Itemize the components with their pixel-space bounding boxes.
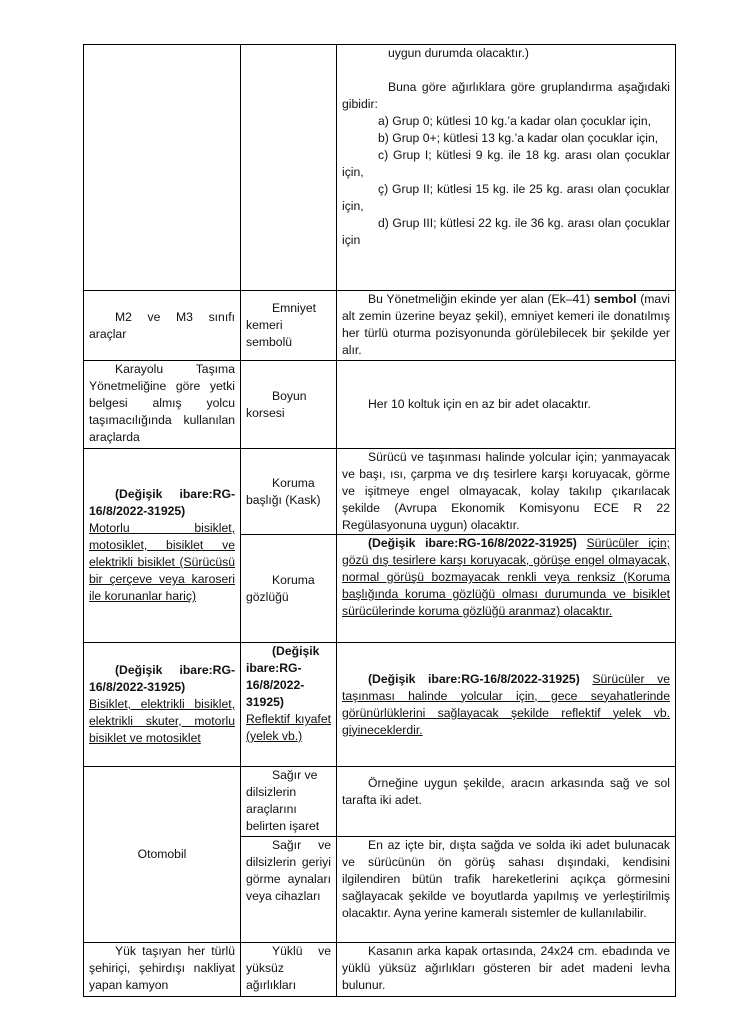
equipment-label: Koruma başlığı (Kask) bbox=[246, 475, 321, 507]
equipment-cell bbox=[241, 449, 337, 535]
list-item: a) Grup 0; kütlesi 10 kg.’a kadar olan çocuklar için, bbox=[378, 114, 651, 128]
vehicle-cell bbox=[84, 45, 241, 291]
amendment-note: (Değişik ibare:RG-16/8/2022-31925) bbox=[368, 536, 577, 550]
description-bold: sembol bbox=[593, 292, 637, 306]
continuation-text: uygun durumda olacaktır.) bbox=[388, 46, 529, 60]
equipment-label: Yüklü ve yüksüz ağırlıkları bbox=[246, 944, 331, 992]
list-item: d) Grup III; kütlesi 22 kg. ile 36 kg. arası olan çocuklar için bbox=[342, 216, 670, 247]
description-text: Her 10 koltuk için en az bir adet olacaktır. bbox=[368, 397, 591, 411]
vehicle-cell bbox=[84, 361, 241, 449]
list-item: ç) Grup II; kütlesi 15 kg. ile 25 kg. arası olan çocuklar için, bbox=[342, 182, 670, 213]
description-cell bbox=[337, 767, 676, 837]
description-text: En az içte bir, dışta sağda ve solda iki adet bulunacak ve sürücünün ön görüş sahası dışındaki, kendisini ilgilendiren bütün trafik hareketlerini açıkça görmesini sağlayacak şekilde ve boyutlarda yapılmış ve yerleştirilmiş olacaktır. Ayna yerine kameralı sistemler de kullanılabilir. bbox=[342, 838, 670, 920]
description-text bbox=[342, 535, 670, 620]
description-cell bbox=[337, 291, 676, 361]
equipment-cell bbox=[241, 291, 337, 361]
table-row bbox=[84, 361, 676, 449]
equipment-cell bbox=[241, 535, 337, 643]
equipment-label: Emniyet kemeri sembolü bbox=[246, 301, 317, 349]
description-cell bbox=[337, 449, 676, 535]
vehicle-label: M2 ve M3 sınıfı araçlar bbox=[89, 309, 235, 341]
list-item: b) Grup 0+; kütlesi 13 kg.’a kadar olan çocuklar için, bbox=[378, 131, 659, 145]
description-cell bbox=[337, 535, 676, 643]
description-part: (mavi alt zemin üzerine beyaz şekil), emniyet kemeri ile donatılmış her türlü oturma pozisyonunda görülebilecek bir şekilde yer alır. bbox=[342, 292, 670, 357]
vehicle-label: Bisiklet, elektrikli bisiklet, elektrikli skuter, motorlu bisiklet ve motosiklet bbox=[89, 697, 235, 745]
vehicle-label: Karayolu Taşıma Yönetmeliğine göre yetki belgesi almış yolcu taşımacılığında kullanılan araçlarda bbox=[89, 362, 235, 444]
description-text bbox=[342, 671, 670, 739]
list-item: c) Grup I; kütlesi 9 kg. ile 18 kg. arası olan çocuklar için, bbox=[342, 148, 670, 179]
amendment-note: (Değişik ibare:RG-16/8/2022-31925) bbox=[89, 487, 235, 518]
description-part: Sürücüler ve taşınması halinde yolcular için, gece seyahatlerinde görünürlüklerini sağlayacak şekilde reflektif yelek vb. giyineceklerdir. bbox=[342, 671, 671, 737]
description-part: Sürücüler için; gözü dış tesirlere karşı koruyacak, görüşe engel olmayacak, normal görüşü bozmayacak renkli veya renksiz (Koruma başlığında koruma gözlüğü olması durumunda ve bisiklet sürücülerinde koruma gözlüğü aranmaz) olacaktır. bbox=[342, 536, 670, 618]
amendment-note: (Değişik ibare:RG-16/8/2022-31925) bbox=[368, 671, 580, 686]
vehicle-equipment-table bbox=[83, 44, 676, 997]
vehicle-cell bbox=[84, 767, 241, 943]
description-text: Kasanın arka kapak ortasında, 24x24 cm. ebadında ve yüklü yüksüz ağırlıkları gösteren bir adet madeni levha bulunur. bbox=[342, 944, 670, 992]
equipment-cell bbox=[241, 361, 337, 449]
amendment-note: (Değişik ibare:RG-16/8/2022-31925) bbox=[89, 663, 235, 694]
vehicle-cell bbox=[84, 643, 241, 767]
amendment-note: (Değişik ibare:RG-16/8/2022-31925) bbox=[246, 644, 320, 709]
equipment-label: Reflektif kıyafet (yelek vb.) bbox=[246, 712, 331, 743]
description-part: Bu Yönetmeliğin ekinde yer alan (Ek–41) bbox=[368, 292, 591, 306]
equipment-cell bbox=[241, 837, 337, 943]
equipment-label: Koruma gözlüğü bbox=[246, 572, 315, 604]
vehicle-label: Motorlu bisiklet, motosiklet, bisiklet ve elektrikli bisiklet (Sürücüsü bir çerçeve veya karoseri ile korunanlar hariç) bbox=[89, 521, 235, 603]
description-text: Örneğine uygun şekilde, aracın arkasında sağ ve sol tarafta iki adet. bbox=[342, 776, 670, 807]
description-cell bbox=[337, 45, 676, 291]
table-row bbox=[84, 45, 676, 291]
vehicle-label: Otomobil bbox=[137, 847, 187, 861]
table-row bbox=[84, 291, 676, 361]
description-cell bbox=[337, 837, 676, 943]
description-cell bbox=[337, 643, 676, 767]
vehicle-cell bbox=[84, 291, 241, 361]
vehicle-cell bbox=[84, 449, 241, 643]
equipment-label: Sağır ve dilsizlerin araçlarını belirten işaret bbox=[246, 768, 320, 833]
description-text bbox=[342, 291, 670, 359]
equipment-cell bbox=[241, 943, 337, 997]
equipment-label: Sağır ve dilsizlerin geriyi görme aynaları veya cihazları bbox=[246, 838, 331, 903]
equipment-label: Boyun korsesi bbox=[246, 388, 307, 420]
table-row bbox=[84, 943, 676, 997]
equipment-cell bbox=[241, 767, 337, 837]
vehicle-cell bbox=[84, 943, 241, 997]
equipment-cell bbox=[241, 643, 337, 767]
grouping-intro: Buna göre ağırlıklara göre gruplandırma aşağıdaki gibidir: bbox=[342, 80, 670, 111]
vehicle-label: Yük taşıyan her türlü şehiriçi, şehirdışı nakliyat yapan kamyon bbox=[89, 944, 235, 992]
equipment-cell bbox=[241, 45, 337, 291]
description-text: Sürücü ve taşınması halinde yolcular için; yanmayacak ve başı, ısı, çarpma ve dış tesirlere karşı koruyacak, görme ve işitmeye engel olmayacak, kolay takılıp çıkarılacak şekilde (Avrupa Ekonomik Komisyonu ECE R 22 Regülasyonuna uygun) olacaktır. bbox=[342, 450, 670, 532]
description-cell bbox=[337, 943, 676, 997]
table-row bbox=[84, 643, 676, 767]
table-row bbox=[84, 449, 676, 535]
description-cell bbox=[337, 361, 676, 449]
table-row bbox=[84, 767, 676, 837]
